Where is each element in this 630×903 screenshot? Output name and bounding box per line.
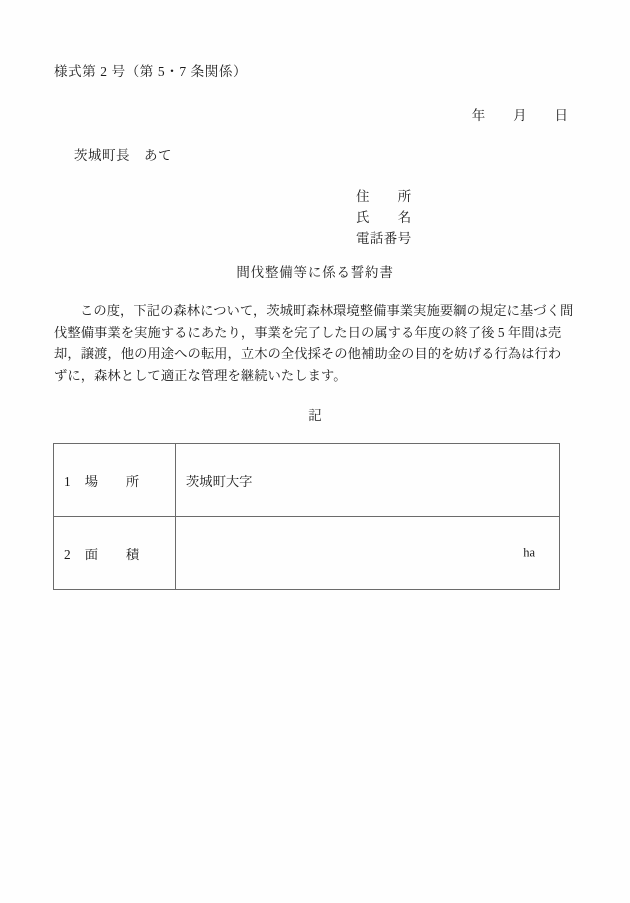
table-cell-value[interactable]	[176, 517, 560, 590]
location-row-label: 1 場 所	[64, 473, 140, 489]
date-line	[0, 104, 568, 124]
body-line: 却，譲渡，他の用途への転用，立木の全伐採その他補助金の目的を妨げる行為は行わ	[54, 346, 562, 362]
table-row	[54, 444, 560, 517]
table-cell-value[interactable]	[176, 444, 560, 517]
form-number: 様式第 2 号（第 5・7 条関係）	[54, 64, 248, 79]
table-cell-label	[54, 517, 176, 590]
date-year-label: 年	[471, 108, 486, 123]
addressee: 茨城町長 あて	[74, 148, 172, 163]
document-title: 間伐整備等に係る誓約書	[236, 265, 394, 280]
items-table	[53, 443, 560, 590]
sender-name-label: 氏 名	[356, 210, 412, 225]
body-line: 伐整備事業を実施するにあたり，事業を完了した日の属する年度の終了後 5 年間は売	[54, 324, 562, 340]
table-row	[54, 517, 560, 590]
location-row-value: 茨城町大字	[186, 473, 253, 489]
date-day-label: 日	[554, 108, 568, 123]
sender-block	[356, 186, 412, 249]
area-unit-label: ha	[523, 545, 535, 560]
body-line: この度，下記の森林について，茨城町森林環境整備事業実施要綱の規定に基づく間	[80, 303, 574, 318]
sender-address-label: 住 所	[356, 189, 412, 204]
area-row-label: 2 面 積	[64, 546, 140, 562]
table-cell-label	[54, 444, 176, 517]
body-paragraph	[54, 300, 576, 386]
sender-phone-label: 電話番号	[356, 231, 412, 246]
date-month-label: 月	[513, 108, 527, 123]
ki-marker: 記	[308, 408, 322, 423]
body-line: ずに，森林として適正な管理を継続いたします。	[54, 367, 347, 383]
